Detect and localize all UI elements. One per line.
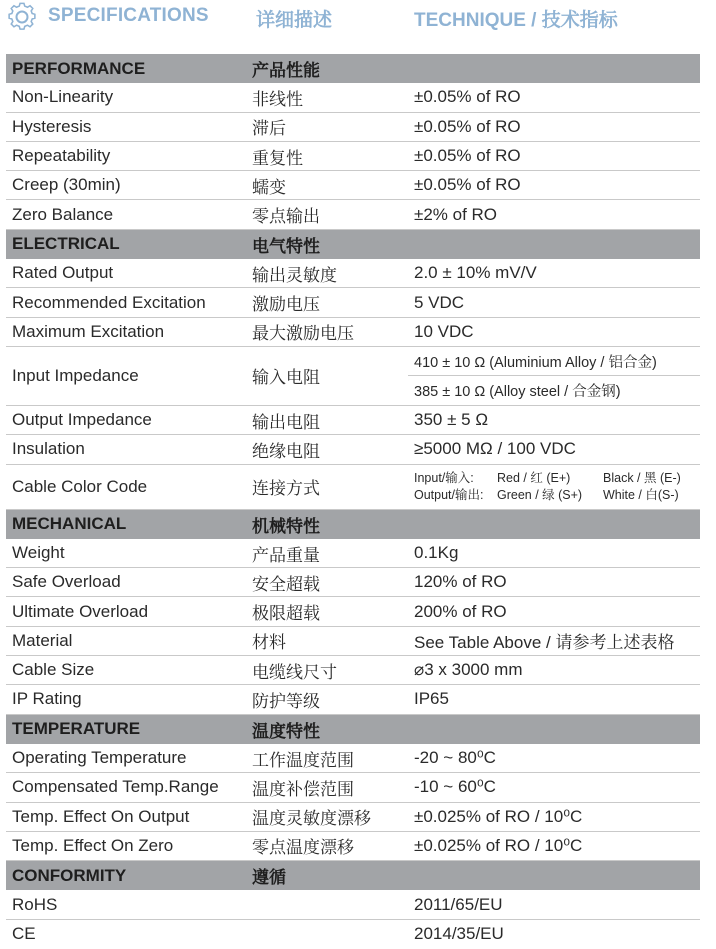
section-header-electrical — [6, 230, 700, 259]
param-name: Temp. Effect On Zero — [12, 835, 174, 855]
table-row — [6, 200, 700, 229]
param-name: Rated Output — [12, 263, 114, 283]
param-name-cn: 安全超载 — [252, 574, 320, 594]
param-value: 350 ± 5 Ω — [414, 410, 489, 430]
section-header-mechanical — [6, 510, 700, 539]
param-name-cn: 滞后 — [252, 119, 286, 139]
param-name: Creep (30min) — [12, 175, 121, 195]
table-row — [6, 318, 700, 347]
table-row — [6, 744, 700, 773]
param-name-cn: 极限超载 — [252, 604, 320, 624]
param-name: IP Rating — [12, 689, 82, 709]
param-name-cn: 工作温度范围 — [252, 750, 354, 770]
cable-output-negative: White / 白(S-) — [603, 488, 679, 503]
spec-table — [6, 54, 700, 949]
table-row — [6, 773, 700, 802]
page-header — [0, 0, 716, 34]
param-value: See Table Above / 请参考上述表格 — [414, 633, 675, 653]
param-name: Safe Overload — [12, 572, 121, 592]
table-row — [6, 259, 700, 288]
table-row — [6, 832, 700, 861]
param-name: Weight — [12, 543, 65, 562]
cable-input-positive: Red / 红 (E+) — [497, 471, 571, 486]
param-name-cn: 连接方式 — [252, 479, 320, 499]
param-value: 10 VDC — [414, 321, 474, 341]
param-value: -20 ~ 80⁰C — [414, 748, 496, 768]
table-row — [6, 83, 700, 112]
table-row — [6, 656, 700, 685]
table-row — [6, 568, 700, 597]
param-name: Hysteresis — [12, 116, 92, 136]
param-value: ±0.05% of RO — [414, 146, 521, 166]
param-name-cn: 非线性 — [252, 89, 303, 109]
param-name: Operating Temperature — [12, 748, 187, 768]
section-title-cn: 产品性能 — [252, 61, 320, 81]
section-header-temperature — [6, 715, 700, 744]
param-name-cn: 输出灵敏度 — [252, 265, 337, 285]
param-name: Insulation — [12, 439, 85, 459]
param-name: Non-Linearity — [12, 87, 114, 107]
param-name-cn: 绝缘电阻 — [252, 441, 320, 461]
param-name-cn: 产品重量 — [252, 545, 320, 565]
param-name: Output Impedance — [12, 410, 152, 430]
param-value: 2.0 ± 10% mV/V — [414, 263, 537, 283]
param-name: Maximum Excitation — [12, 321, 165, 341]
table-row — [6, 627, 700, 656]
param-name-cn: 材料 — [252, 633, 286, 653]
param-value: IP65 — [414, 689, 449, 709]
section-title: MECHANICAL — [12, 514, 127, 534]
cable-input-label: Input/输入: — [414, 471, 474, 486]
cable-output-label: Output/输出: — [414, 488, 484, 503]
param-value-split — [408, 347, 700, 405]
param-name-cn: 重复性 — [252, 148, 303, 168]
gear-icon — [5, 2, 41, 32]
param-name-cn: 防护等级 — [252, 691, 320, 711]
table-row — [6, 803, 700, 832]
table-row — [6, 142, 700, 171]
param-name-cn: 激励电压 — [252, 295, 320, 315]
section-title: TEMPERATURE — [12, 719, 141, 739]
table-row — [6, 435, 700, 464]
param-value: 410 ± 10 Ω (Aluminium Alloy / 铝合金) — [408, 347, 700, 377]
table-row — [6, 890, 700, 919]
param-value: ⌀3 x 3000 mm — [414, 660, 523, 680]
param-value: ±0.025% of RO / 10⁰C — [414, 835, 583, 855]
param-name: RoHS — [12, 894, 58, 914]
param-name-cn: 蠕变 — [252, 177, 286, 197]
section-title-cn: 机械特性 — [252, 516, 320, 536]
param-name: Repeatability — [12, 146, 111, 166]
param-name: CE — [12, 924, 36, 944]
param-name-cn: 温度灵敏度漂移 — [252, 809, 371, 829]
param-name-cn: 输出电阻 — [252, 412, 320, 432]
param-value: 385 ± 10 Ω (Alloy steel / 合金钢) — [414, 384, 621, 401]
param-name-cn: 零点输出 — [252, 207, 320, 227]
table-row — [6, 171, 700, 200]
table-row — [6, 539, 700, 568]
cable-output-positive: Green / 绿 (S+) — [497, 488, 583, 503]
section-title-cn: 电气特性 — [252, 236, 320, 256]
param-name: Cable Color Code — [12, 476, 148, 496]
param-value: 2014/35/EU — [414, 924, 504, 944]
section-title: PERFORMANCE — [12, 58, 146, 78]
specifications-title-cn: 详细描述 — [256, 10, 333, 31]
param-value: ±0.05% of RO — [414, 116, 521, 136]
param-name: Temp. Effect On Output — [12, 806, 190, 826]
param-value: ±0.025% of RO / 10⁰C — [414, 806, 583, 826]
param-value: ±0.05% of RO — [414, 87, 521, 107]
table-row — [6, 920, 700, 949]
table-row — [6, 288, 700, 317]
section-title-cn: 遵循 — [252, 868, 286, 888]
section-title-cn: 温度特性 — [252, 721, 320, 741]
param-name: Cable Size — [12, 660, 95, 680]
param-name-cn: 最大激励电压 — [252, 324, 354, 344]
param-value: ≥5000 MΩ / 100 VDC — [414, 439, 576, 459]
section-title: CONFORMITY — [12, 865, 127, 885]
section-header-performance — [6, 54, 700, 83]
table-row — [6, 597, 700, 626]
technique-title: TECHNIQUE / 技术指标 — [414, 10, 618, 31]
param-name: Compensated Temp.Range — [12, 777, 219, 797]
param-value: 0.1Kg — [414, 543, 459, 562]
table-row — [6, 113, 700, 142]
table-row — [6, 347, 700, 406]
param-value: 120% of RO — [414, 572, 507, 592]
param-name: Zero Balance — [12, 204, 114, 224]
param-value: -10 ~ 60⁰C — [414, 777, 496, 797]
param-name-cn: 电缆线尺寸 — [252, 662, 337, 682]
cable-input-negative: Black / 黑 (E-) — [603, 471, 681, 486]
cable-color-code — [408, 469, 700, 504]
section-header-conformity — [6, 861, 700, 890]
table-row — [6, 406, 700, 435]
table-row — [6, 465, 700, 510]
table-row — [6, 685, 700, 714]
param-value: 200% of RO — [414, 601, 507, 621]
section-title: ELECTRICAL — [12, 234, 120, 254]
specifications-title: SPECIFICATIONS — [48, 5, 209, 26]
param-value: ±2% of RO — [414, 204, 498, 224]
param-value: ±0.05% of RO — [414, 175, 521, 195]
param-value: 2011/65/EU — [414, 894, 503, 914]
param-name-cn: 温度补偿范围 — [252, 779, 354, 799]
param-value: 5 VDC — [414, 292, 465, 312]
param-name-cn: 零点温度漂移 — [252, 838, 354, 858]
param-name: Input Impedance — [12, 365, 139, 385]
param-name: Material — [12, 630, 73, 650]
param-name: Recommended Excitation — [12, 292, 206, 312]
param-name: Ultimate Overload — [12, 601, 149, 621]
param-name-cn: 输入电阻 — [252, 368, 320, 388]
